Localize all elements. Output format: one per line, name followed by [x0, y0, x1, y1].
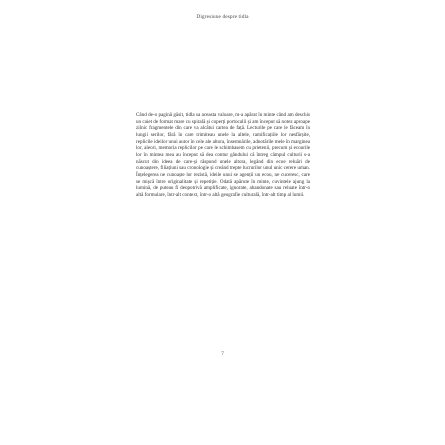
paragraph: Când de-o pagină găsit, tidla sa aceasta valoare, m-a apărat în minte când am deschis un caiet de format mare cu spirală și coperți portocalii și am început să notez aproape zilnic fragmentele din care va alcătui cartea de față. Lecturile pe care le făceam în lungii serilor, fără în care trimiteau unele la altele, ramificațiile lor nesfârșite, replicile ideilor unui autor în cele ale altora, însemnările, adnotările mele în marginea lor, aleori, memoria replicilor pe care le schimbasem cu prietenii, precum și ecourile lor în mintea mea au început să dea contur gândului că întreg câmpul culturii s-a născut din ideea de care-și răspund unele altora, legând din ecoe reluări de cunoaștere, filiațiuni sau cronologie și creând trepte lucrurilor unul unic cerere uman. Înțelegerea ne cunoaște lor rezistă, ideile unui se agenții un ecou, ne cuceresc, care se mișcă între originalitate și repetiție. Odată apărute în minte, cuvintele ajung la lumină, de puteau fi deopotrivă amplificate, ignorate, abandonate sau reluate într-o altă formulare, într-alt context, într-o altă geografie culturală, într-alt timp al lumii. [136, 112, 310, 198]
running-header: Digresiune despre tidla [196, 14, 249, 20]
page-number: 7 [221, 351, 224, 357]
body-text-block [136, 112, 310, 199]
